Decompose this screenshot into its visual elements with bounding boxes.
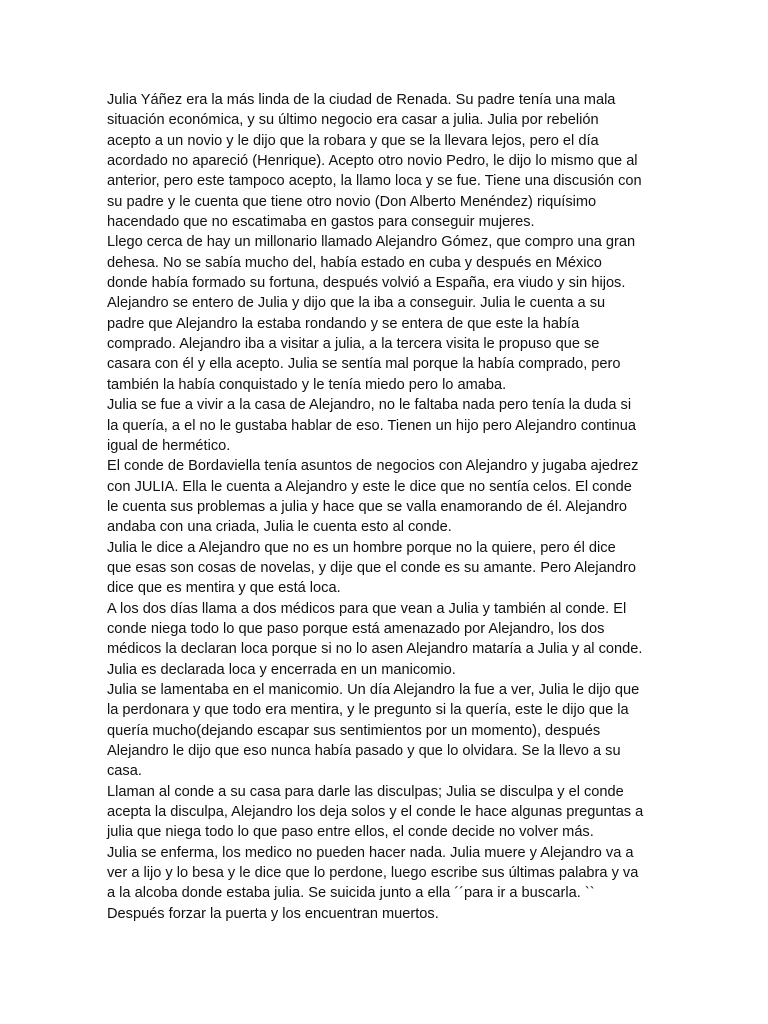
text-line: con JULIA. Ella le cuenta a Alejandro y este le dice que no sentía celos. El conde: [107, 478, 632, 495]
text-line: dehesa. No se sabía mucho del, había estado en cuba y después en México: [107, 254, 602, 271]
text-line: casa.: [107, 763, 142, 780]
text-line: la quería, a el no le gustaba hablar de eso. Tienen un hijo pero Alejandro continua: [107, 417, 637, 434]
text-line: Julia se lamentaba en el manicomio. Un día Alejandro la fue a ver, Julia le dijo que: [107, 681, 640, 698]
text-line: acepta la disculpa, Alejandro los deja solos y el conde le hace algunas preguntas a: [107, 804, 644, 821]
text-line: quería mucho(dejando escapar sus sentimientos por un momento), después: [107, 722, 601, 739]
text-line: conde niega todo lo que paso porque está amenazado por Alejandro, los dos: [107, 620, 605, 637]
text-line: le cuenta sus problemas a julia y hace que se valla enamorando de él. Alejandro: [107, 498, 628, 515]
text-line: que esas son cosas de novelas, y dije que el conde es su amante. Pero Alejandro: [107, 559, 636, 576]
text-line: El conde de Bordaviella tenía asuntos de negocios con Alejandro y jugaba ajedrez: [107, 458, 639, 475]
text-line: A los dos días llama a dos médicos para que vean a Julia y también al conde. El: [107, 600, 627, 617]
text-line: julia que niega todo lo que paso entre ellos, el conde decide no volver más.: [107, 824, 594, 841]
text-line: situación económica, y su último negocio era casar a julia. Julia por rebelión: [107, 112, 599, 129]
text-line: ver a lijo y lo besa y le dice que lo perdone, luego escribe sus últimas palabra y va: [107, 865, 639, 882]
text-line: también la había conquistado y le tenía miedo pero lo amaba.: [107, 376, 507, 393]
text-line: Julia le dice a Alejandro que no es un hombre porque no la quiere, pero él dice: [107, 539, 616, 556]
text-line: igual de hermético.: [107, 437, 231, 454]
text-line: dice que es mentira y que está loca.: [107, 580, 341, 597]
text-line: casara con él y ella acepto. Julia se sentía mal porque la había comprado, pero: [107, 356, 621, 373]
text-line: Llaman al conde a su casa para darle las disculpas; Julia se disculpa y el conde: [107, 783, 624, 800]
text-line: donde había formado su fortuna, después volvió a España, era viudo y sin hijos.: [107, 275, 626, 292]
text-line: anterior, pero este tampoco acepto, la llamo loca y se fue. Tiene una discusión con: [107, 173, 642, 190]
text-line: Julia se enferma, los medico no pueden hacer nada. Julia muere y Alejandro va a: [107, 844, 634, 861]
text-line: andaba con una criada, Julia le cuenta esto al conde.: [107, 519, 452, 536]
text-line: Julia es declarada loca y encerrada en un manicomio.: [107, 661, 456, 678]
text-line: Alejandro se entero de Julia y dijo que la iba a conseguir. Julia le cuenta a su: [107, 295, 606, 312]
text-line: su padre y le cuenta que tiene otro novio (Don Alberto Menéndez) riquísimo: [107, 193, 597, 210]
text-line: comprado. Alejandro iba a visitar a julia, a la tercera visita le propuso que se: [107, 336, 600, 353]
text-line: padre que Alejandro la estaba rondando y se entera de que este la había: [107, 315, 580, 332]
text-line: Alejandro le dijo que eso nunca había pasado y que lo olvidara. Se la llevo a su: [107, 743, 621, 759]
text-line: hacendado que no escatimaba en gastos para conseguir mujeres.: [107, 214, 535, 231]
document-body: [107, 90, 677, 924]
text-line: la perdonara y que todo era mentira, y le pregunto si la quería, este le dijo que la: [107, 702, 629, 719]
text-line: Después forzar la puerta y los encuentran muertos.: [107, 905, 439, 922]
text-line: a la alcoba donde estaba julia. Se suicida junto a ella ´´para ir a buscarla. ``: [107, 885, 595, 902]
text-line: acepto a un novio y le dijo que la robara y que se la llevara lejos, pero el día: [107, 132, 599, 149]
text-line: Julia Yáñez era la más linda de la ciudad de Renada. Su padre tenía una mala: [107, 92, 616, 108]
text-line: Llego cerca de hay un millonario llamado Alejandro Gómez, que compro una gran: [107, 234, 636, 251]
text-line: Julia se fue a vivir a la casa de Alejandro, no le faltaba nada pero tenía la duda si: [107, 397, 632, 414]
text-line: médicos la declaran loca porque si no lo asen Alejandro mataría a Julia y al conde.: [107, 641, 643, 658]
text-line: acordado no apareció (Henrique). Acepto otro novio Pedro, le dijo lo mismo que al: [107, 153, 638, 170]
